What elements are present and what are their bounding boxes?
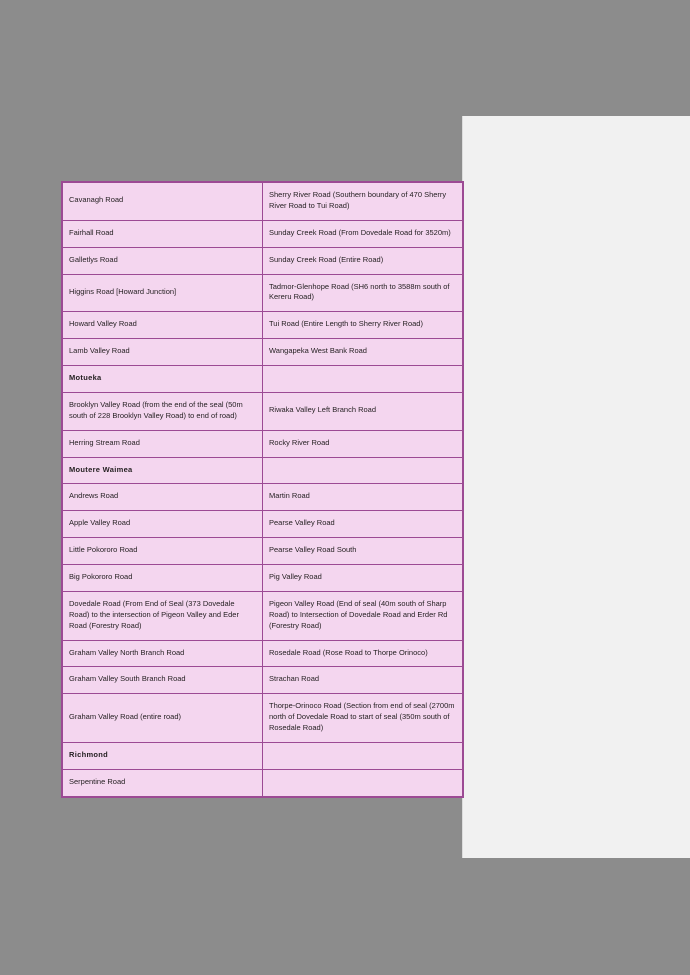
table-row — [63, 183, 463, 221]
section-header-label: Richmond — [63, 742, 263, 769]
road-name-right: Rosedale Road (Rose Road to Thorpe Orinoco) — [263, 640, 463, 667]
section-header-row — [63, 457, 463, 484]
section-header-filler — [263, 366, 463, 393]
road-name-left: Dovedale Road (From End of Seal (373 Dovedale Road) to the intersection of Pigeon Valley and Eder Road (Forestry Road) — [63, 591, 263, 640]
road-name-right: Pig Valley Road — [263, 565, 463, 592]
road-name-left: Cavanagh Road — [63, 183, 263, 221]
table-row — [63, 220, 463, 247]
side-panel — [462, 116, 690, 858]
road-name-right — [263, 769, 463, 796]
road-name-left: Lamb Valley Road — [63, 339, 263, 366]
table-row — [63, 565, 463, 592]
table-row — [63, 640, 463, 667]
table-row — [63, 274, 463, 312]
table-row — [63, 769, 463, 796]
table-row — [63, 247, 463, 274]
road-name-right: Sunday Creek Road (Entire Road) — [263, 247, 463, 274]
road-name-left: Galletlys Road — [63, 247, 263, 274]
road-name-left: Graham Valley North Branch Road — [63, 640, 263, 667]
section-header-row — [63, 742, 463, 769]
road-name-left: Andrews Road — [63, 484, 263, 511]
road-list-table — [62, 182, 463, 797]
road-name-right: Riwaka Valley Left Branch Road — [263, 392, 463, 430]
road-name-right: Thorpe-Orinoco Road (Section from end of seal (2700m north of Dovedale Road to start of seal (350m south of Rosedale Road) — [263, 694, 463, 743]
road-name-left: Fairhall Road — [63, 220, 263, 247]
road-name-left: Howard Valley Road — [63, 312, 263, 339]
road-name-left: Serpentine Road — [63, 769, 263, 796]
road-name-left: Brooklyn Valley Road (from the end of the seal (50m south of 228 Brooklyn Valley Road) to end of road) — [63, 392, 263, 430]
road-name-left: Graham Valley South Branch Road — [63, 667, 263, 694]
table-row — [63, 312, 463, 339]
road-name-left: Little Pokororo Road — [63, 538, 263, 565]
table-row — [63, 694, 463, 743]
table-row — [63, 392, 463, 430]
table-row — [63, 538, 463, 565]
road-name-left: Big Pokororo Road — [63, 565, 263, 592]
road-name-right: Martin Road — [263, 484, 463, 511]
table-row — [63, 511, 463, 538]
road-name-right: Pearse Valley Road South — [263, 538, 463, 565]
road-name-left: Higgins Road [Howard Junction] — [63, 274, 263, 312]
section-header-label: Moutere Waimea — [63, 457, 263, 484]
road-name-left: Apple Valley Road — [63, 511, 263, 538]
section-header-label: Motueka — [63, 366, 263, 393]
road-name-right: Strachan Road — [263, 667, 463, 694]
section-header-filler — [263, 742, 463, 769]
table-body — [63, 183, 463, 797]
road-name-left: Graham Valley Road (entire road) — [63, 694, 263, 743]
road-name-left: Herring Stream Road — [63, 430, 263, 457]
table-row — [63, 667, 463, 694]
table-row — [63, 484, 463, 511]
road-name-right: Wangapeka West Bank Road — [263, 339, 463, 366]
road-name-right: Rocky River Road — [263, 430, 463, 457]
road-name-right: Sunday Creek Road (From Dovedale Road for 3520m) — [263, 220, 463, 247]
section-header-row — [63, 366, 463, 393]
road-name-right: Tui Road (Entire Length to Sherry River Road) — [263, 312, 463, 339]
table-row — [63, 591, 463, 640]
road-name-right: Pigeon Valley Road (End of seal (40m south of Sharp Road) to Intersection of Dovedale Road and Erder Rd (Forestry Road) — [263, 591, 463, 640]
road-name-right: Tadmor-Glenhope Road (SH6 north to 3588m south of Kereru Road) — [263, 274, 463, 312]
road-name-right: Sherry River Road (Southern boundary of 470 Sherry River Road to Tui Road) — [263, 183, 463, 221]
section-header-filler — [263, 457, 463, 484]
table-row — [63, 339, 463, 366]
road-name-right: Pearse Valley Road — [263, 511, 463, 538]
table-row — [63, 430, 463, 457]
